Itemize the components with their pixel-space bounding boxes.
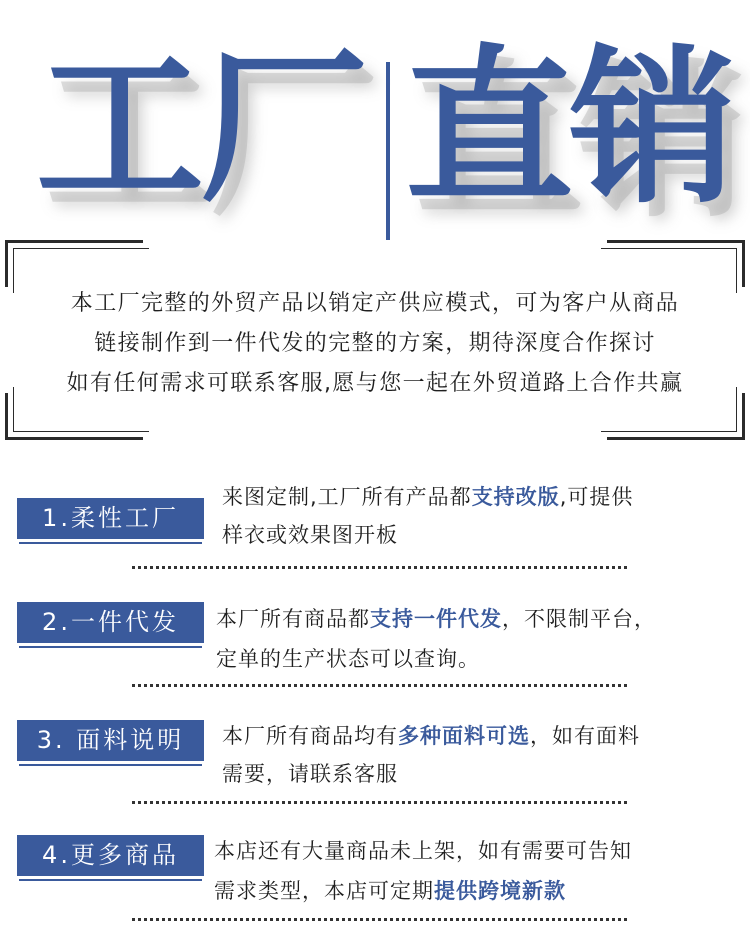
section-desc-line-2: 定单的生产状态可以查询。 bbox=[216, 647, 480, 671]
section-desc-line-2: 样衣或效果图开板 bbox=[222, 523, 398, 547]
intro-line-3: 如有任何需求可联系客服,愿与您一起在外贸道路上合作共赢 bbox=[66, 371, 684, 396]
section-tag: 3. 面料说明 bbox=[17, 720, 204, 761]
desc-text: 本厂所有商品都 bbox=[216, 607, 370, 631]
dotted-divider bbox=[132, 566, 627, 569]
desc-text: ，不限制平台， bbox=[502, 607, 656, 631]
section-tag: 1.柔性工厂 bbox=[17, 498, 204, 539]
desc-text: ,可提供 bbox=[559, 485, 634, 509]
intro-line-2: 链接制作到一件代发的完整的方案，期待深度合作探讨 bbox=[94, 331, 656, 356]
section-tag: 2.一件代发 bbox=[17, 602, 204, 643]
section-tag: 4.更多商品 bbox=[17, 835, 204, 876]
desc-highlight: 多种面料可选 bbox=[398, 724, 530, 748]
desc-highlight: 支持一件代发 bbox=[370, 607, 502, 631]
section-desc-line-1 bbox=[216, 600, 656, 638]
section-desc-line-1 bbox=[222, 717, 640, 755]
section-flexible-factory bbox=[0, 478, 750, 598]
intro-line-1: 本工厂完整的外贸产品以销定产供应模式，可为客户从商品 bbox=[70, 291, 680, 316]
section-dropshipping bbox=[0, 598, 750, 718]
section-fabric bbox=[0, 717, 750, 837]
desc-highlight: 支持改版 bbox=[471, 485, 560, 509]
section-desc-line-1: 本店还有大量商品未上架，如有需要可告知 bbox=[214, 839, 632, 863]
dotted-divider bbox=[132, 684, 627, 687]
desc-highlight: 提供跨境新款 bbox=[434, 879, 566, 903]
desc-text: ，如有面料 bbox=[530, 724, 640, 748]
section-more-products bbox=[0, 832, 750, 952]
desc-text: 本厂所有商品均有 bbox=[222, 724, 398, 748]
dotted-divider bbox=[132, 801, 627, 804]
section-desc-line-1 bbox=[222, 478, 633, 516]
title-left: 工厂 bbox=[36, 30, 364, 226]
title-divider bbox=[386, 62, 390, 240]
desc-text: 需求类型，本店可定期 bbox=[214, 879, 434, 903]
section-desc-line-2: 需要，请联系客服 bbox=[222, 762, 398, 786]
title-right: 直销 bbox=[405, 30, 733, 226]
intro-box bbox=[5, 240, 745, 440]
section-desc-line-2 bbox=[214, 872, 566, 910]
hero-title bbox=[0, 30, 750, 226]
desc-text: 来图定制,工厂所有产品都 bbox=[222, 485, 472, 509]
dotted-divider bbox=[132, 918, 627, 921]
